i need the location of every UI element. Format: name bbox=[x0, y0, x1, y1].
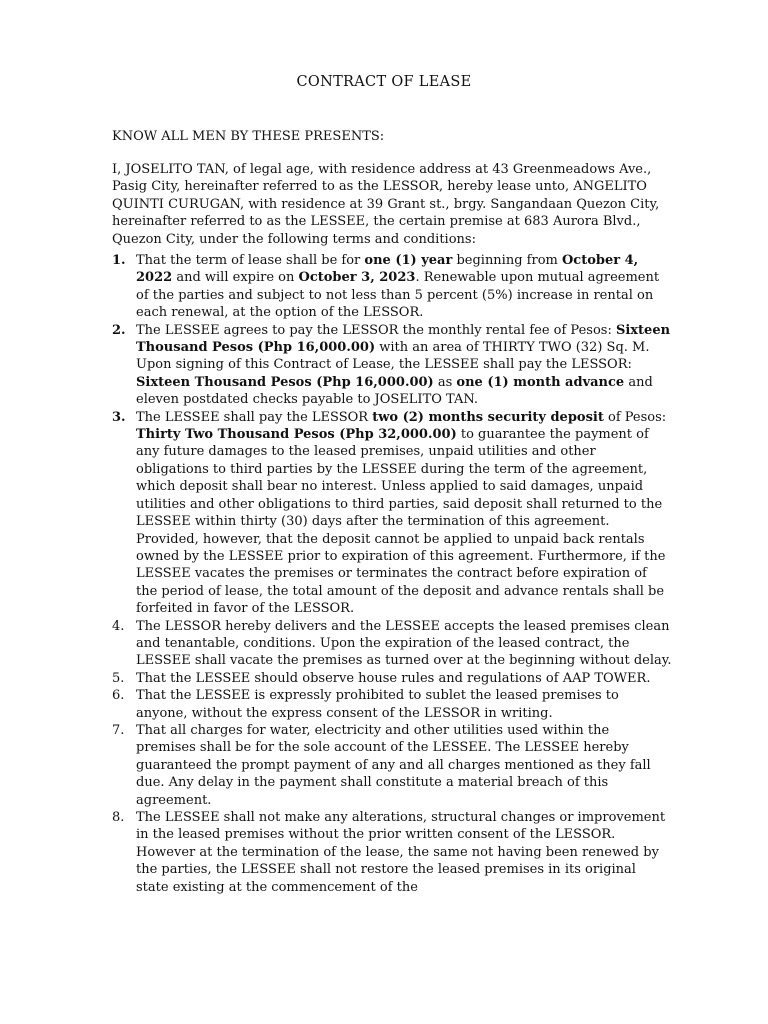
term-text: and eleven postdated checks payable to JOSELITO TAN. bbox=[136, 374, 653, 408]
term-bold-text: Sixteen Thousand Pesos (Php 16,000.00) bbox=[136, 322, 671, 356]
term-item-4 bbox=[112, 618, 672, 670]
term-text: . Renewable upon mutual agreement of the parties and subject to not less than 5 percent (5%) increase in rental on each renewal, at the option of the LESSOR. bbox=[136, 270, 660, 321]
document-title: CONTRACT OF LEASE bbox=[296, 74, 472, 90]
term-text: to guarantee the payment of any future damages to the leased premises, unpaid utilities and other obligations to third parties by the LESSEE during the term of the agreement, which deposit shall bear no interest. Unless applied to said damages, unpaid utilities and other obligations to third parties, said deposit shall returned to the LESSEE within thirty (30) days after the termination of this agreement. Provided, however, that the deposit cannot be applied to unpaid back rentals owned by the LESSEE prior to expiration of this agreement. Furthermore, if the LESSEE vacates the premises or terminates the contract before expiration of the period of lease, the total amount of the deposit and advance rentals shall be forfeited in favor of the LESSOR. bbox=[136, 427, 666, 617]
term-text: of Pesos: bbox=[603, 409, 667, 425]
term-text: That all charges for water, electricity and other utilities used within the premises shall be for the sole account of the LESSEE. The LESSEE hereby guaranteed the prompt payment of any and all charges mentioned as they fall due. Any delay in the payment shall constitute a material breach of this agreement. bbox=[136, 722, 651, 808]
term-item-7 bbox=[112, 722, 672, 809]
term-text: That the LESSEE should observe house rules and regulations of AAP TOWER. bbox=[136, 670, 651, 686]
term-bold-text: Thirty Two Thousand Pesos (Php 32,000.00) bbox=[136, 427, 457, 443]
term-text: The LESSEE shall not make any alterations, structural changes or improvement in the leased premises without the prior written consent of the LESSOR. However at the termination of the lease, the same not having been renewed by the parties, the LESSEE shall not restore the leased premises in its original state existing at the commencement of the bbox=[136, 810, 666, 895]
term-text: with an area of THIRTY TWO (32) Sq. M. Upon signing of this Contract of Lease, the LESSEE shall pay the LESSOR: bbox=[136, 340, 650, 373]
term-text: as bbox=[433, 374, 457, 390]
term-item-5 bbox=[112, 670, 672, 687]
term-bold-text: Sixteen Thousand Pesos (Php 16,000.00) bbox=[136, 374, 434, 390]
term-item-8 bbox=[112, 809, 672, 896]
term-text: beginning from bbox=[452, 253, 562, 268]
intro-line: KNOW ALL MEN BY THESE PRESENTS: bbox=[112, 129, 385, 144]
term-text: The LESSOR hereby delivers and the LESSEE accepts the leased premises clean and tenantable, conditions. Upon the expiration of the leased contract, the LESSEE shall vacate the premises as turned over at the beginning without delay. bbox=[136, 618, 672, 669]
term-number: 6. bbox=[112, 688, 125, 704]
term-number: 3. bbox=[112, 409, 126, 425]
term-bold-text: October 3, 2023 bbox=[298, 270, 416, 286]
term-text: That the LESSEE is expressly prohibited to sublet the leased premises to anyone, without the express consent of the LESSOR in writing. bbox=[136, 688, 619, 721]
term-bold-text: one (1) month advance bbox=[456, 374, 625, 390]
term-bold-text: two (2) months security deposit bbox=[372, 409, 604, 425]
term-number: 1. bbox=[112, 253, 126, 268]
terms-list bbox=[112, 252, 672, 896]
opening-paragraph: I, JOSELITO TAN, of legal age, with residence address at 43 Greenmeadows Ave., Pasig City, hereinafter referred to as the LESSOR, hereby lease unto, ANGELITO QUINTI CURUGAN, with residence at 39 Grant st., brgy. Sangandaan Quezon City, hereinafter referred to as the LESSEE, the certain premise at 683 Aurora Blvd., Quezon City, under the following terms and conditions: bbox=[112, 162, 660, 247]
term-number: 8. bbox=[112, 810, 125, 825]
term-number: 5. bbox=[112, 670, 125, 686]
term-number: 4. bbox=[112, 618, 125, 634]
term-text: The LESSEE shall pay the LESSOR bbox=[136, 409, 373, 425]
term-number: 7. bbox=[112, 722, 125, 738]
term-number: 2. bbox=[112, 322, 126, 338]
term-item-1 bbox=[112, 252, 672, 322]
term-bold-text: October 4, 2022 bbox=[136, 253, 639, 286]
term-text: The LESSEE agrees to pay the LESSOR the monthly rental fee of Pesos: bbox=[136, 322, 616, 338]
term-text: That the term of lease shall be for bbox=[136, 253, 365, 268]
term-item-2 bbox=[112, 322, 672, 409]
term-bold-text: one (1) year bbox=[364, 253, 453, 268]
term-item-3 bbox=[112, 409, 672, 618]
term-item-6 bbox=[112, 687, 672, 722]
term-text: and will expire on bbox=[172, 270, 299, 286]
